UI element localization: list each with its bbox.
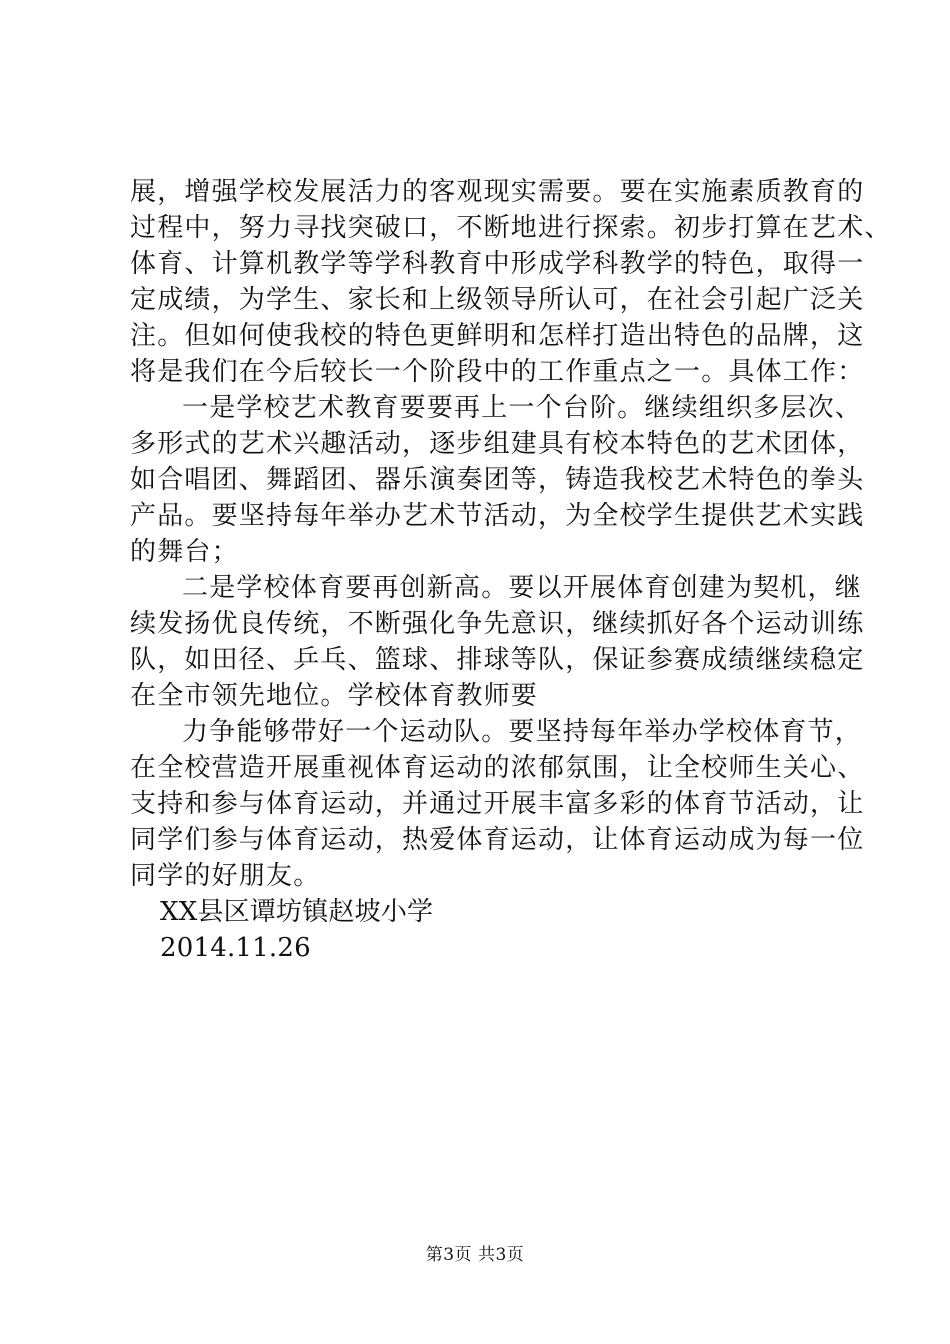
text-line: 支持和参与体育运动，并通过开展丰富多彩的体育节活动，让	[130, 789, 865, 819]
text-line: 在全市领先地位。学校体育教师要	[130, 681, 539, 711]
page-number-footer: 第3页 共3页	[425, 1245, 525, 1265]
text-line: 将是我们在今后较长一个阶段中的工作重点之一。具体工作：	[130, 357, 865, 387]
text-line: 产品。要坚持每年举办艺术节活动，为全校学生提供艺术实践	[130, 501, 865, 531]
text-line: 定成绩，为学生、家长和上级领导所认可，在社会引起广泛关	[130, 285, 865, 315]
paragraph-start-line: 二是学校体育要再创新高。要以开展体育创建为契机，继	[182, 573, 863, 603]
date-line: 2014.11.26	[160, 933, 311, 963]
signature-line: XX县区谭坊镇赵坡小学	[160, 897, 434, 927]
text-line: 如合唱团、舞蹈团、器乐演奏团等，铸造我校艺术特色的拳头	[130, 465, 865, 495]
text-line: 续发扬优良传统，不断强化争先意识，继续抓好各个运动训练	[130, 609, 865, 639]
paragraph-start-line: 力争能够带好一个运动队。要坚持每年举办学校体育节，	[182, 717, 863, 747]
text-line: 的舞台；	[130, 537, 239, 567]
paragraph-start-line: 一是学校艺术教育要要再上一个台阶。继续组织多层次、	[182, 393, 863, 423]
text-line: 队，如田径、乒乓、篮球、排球等队，保证参赛成绩继续稳定	[130, 645, 865, 675]
text-line: 体育、计算机教学等学科教育中形成学科教学的特色，取得一	[130, 249, 865, 279]
text-line: 同学的好朋友。	[130, 861, 321, 891]
text-line: 多形式的艺术兴趣活动，逐步组建具有校本特色的艺术团体，	[130, 429, 865, 459]
text-line: 同学们参与体育运动，热爱体育运动，让体育运动成为每一位	[130, 825, 865, 855]
text-line: 展，增强学校发展活力的客观现实需要。要在实施素质教育的	[130, 177, 865, 207]
document-body	[130, 174, 892, 966]
text-line: 在全校营造开展重视体育运动的浓郁氛围，让全校师生关心、	[130, 753, 865, 783]
text-line: 注。但如何使我校的特色更鲜明和怎样打造出特色的品牌，这	[130, 321, 865, 351]
text-line: 过程中，努力寻找突破口，不断地进行探索。初步打算在艺术、	[130, 213, 892, 243]
